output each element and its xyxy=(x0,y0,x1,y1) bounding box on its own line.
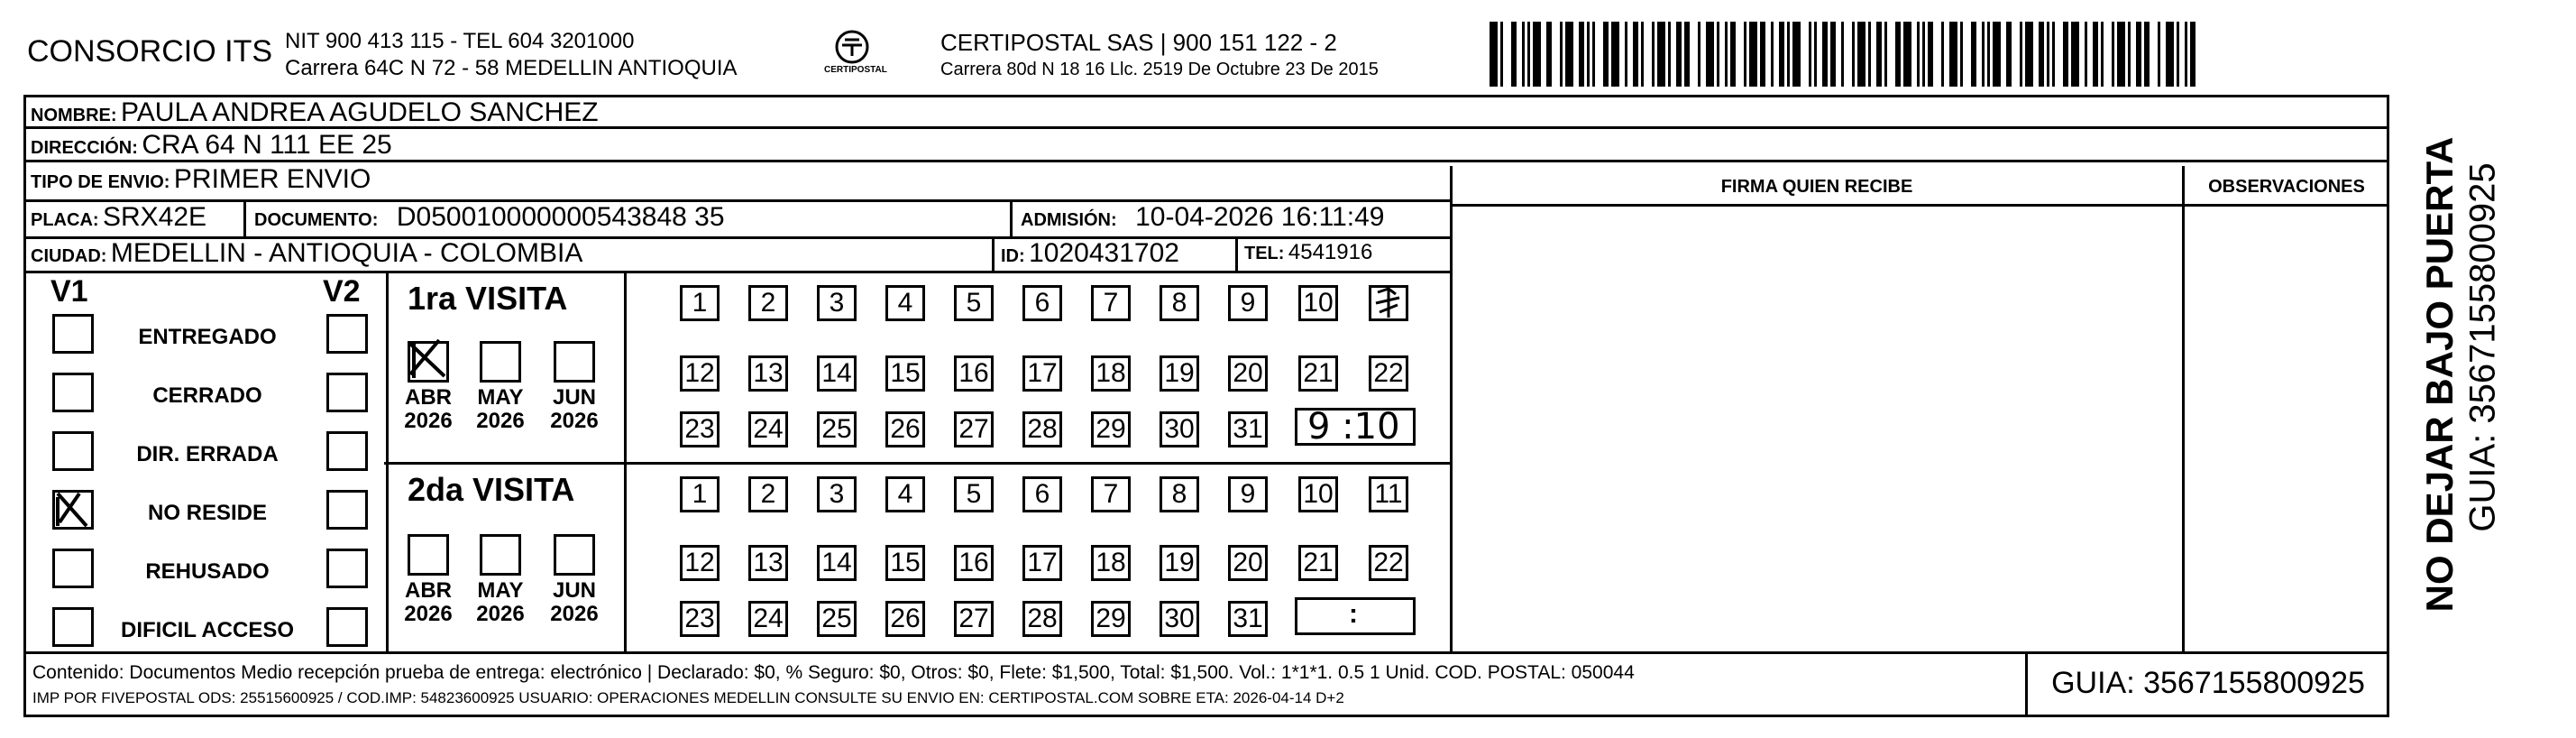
day-box[interactable]: 2 xyxy=(748,285,788,321)
visit-month-label: ABR 2026 xyxy=(404,578,453,626)
barcode-bar xyxy=(1928,22,1933,87)
tel-label: TEL: xyxy=(1244,244,1285,263)
barcode-bar xyxy=(1852,22,1855,87)
carrier-name: CERTIPOSTAL SAS | 900 151 122 - 2 xyxy=(940,29,1337,56)
barcode-bar xyxy=(1490,22,1498,87)
tel-value: 4541916 xyxy=(1288,240,1373,264)
documento-row xyxy=(254,202,725,233)
v1-checkbox[interactable] xyxy=(52,607,94,647)
barcode-bar xyxy=(1603,22,1609,87)
barcode-bar xyxy=(2071,22,2079,87)
barcode-bar xyxy=(2101,22,2104,87)
barcode-bar xyxy=(1744,22,1746,87)
visit-month-label: JUN 2026 xyxy=(550,385,599,433)
visit-month-checkbox[interactable] xyxy=(480,341,521,383)
barcode-bar xyxy=(1500,22,1503,87)
barcode-bar xyxy=(1903,22,1911,87)
firma-label: FIRMA QUIEN RECIBE xyxy=(1720,177,1913,197)
day-box[interactable]: 20 xyxy=(1228,355,1268,392)
visit-month-checkbox[interactable] xyxy=(554,534,595,576)
direccion-label: DIRECCIÓN: xyxy=(31,138,138,158)
day-box[interactable]: 13 xyxy=(748,545,788,581)
v2-checkbox[interactable] xyxy=(326,373,368,412)
day-box[interactable]: 25 xyxy=(817,411,857,447)
visit-month-checkbox[interactable] xyxy=(408,534,449,576)
day-box[interactable]: 17 xyxy=(1022,355,1062,392)
day-box[interactable]: 6 xyxy=(1022,476,1062,512)
admision-value: 10-04-2026 16:11:49 xyxy=(1135,202,1385,232)
nombre-row xyxy=(31,97,599,128)
barcode-bar xyxy=(1657,22,1665,87)
logo-text: CERTIPOSTAL xyxy=(824,65,887,75)
day-box[interactable] xyxy=(1369,285,1408,321)
barcode-bar xyxy=(1511,22,1517,87)
status-option-label: REHUSADO xyxy=(145,559,270,584)
day-box[interactable]: 10 xyxy=(1298,476,1338,512)
barcode-bar xyxy=(1922,22,1925,87)
day-box[interactable]: 3 xyxy=(817,476,857,512)
barcode-bar xyxy=(1725,22,1728,87)
barcode-bar xyxy=(1625,22,1627,87)
day-box[interactable]: 19 xyxy=(1160,355,1199,392)
barcode-bar xyxy=(2144,22,2150,87)
barcode-bar xyxy=(2177,22,2179,87)
day-box[interactable]: 3 xyxy=(817,285,857,321)
barcode-bar xyxy=(1987,22,1990,87)
visit-month-label: MAY 2026 xyxy=(476,578,525,626)
barcode-bar xyxy=(1706,22,1714,87)
day-box[interactable]: 14 xyxy=(817,355,857,392)
day-box[interactable]: 7 xyxy=(1091,476,1131,512)
barcode-bar xyxy=(2025,22,2033,87)
direccion-row xyxy=(31,130,392,161)
barcode-bar xyxy=(2158,22,2160,87)
day-box[interactable]: 31 xyxy=(1228,411,1268,447)
barcode-bar xyxy=(2117,22,2125,87)
day-box[interactable]: 28 xyxy=(1022,411,1062,447)
day-box[interactable]: 4 xyxy=(885,285,925,321)
id-label: ID: xyxy=(1001,246,1025,266)
observaciones-area[interactable] xyxy=(2186,208,2388,650)
day-box[interactable]: 2 xyxy=(748,476,788,512)
company-name: CONSORCIO ITS xyxy=(27,34,273,69)
id-value: 1020431702 xyxy=(1029,238,1179,268)
footer-content: Contenido: Documentos Medio recepción prueba de entrega: electrónico | Declarado: $0, % Seguro: $0, Otros: $0, Flete: $1,500, Total: $1,500. Vol.: 1*1*1. 0.5 1 Unid. COD. POSTAL: 050044 xyxy=(32,662,1635,683)
day-box[interactable]: 4 xyxy=(885,476,925,512)
barcode-bar xyxy=(2039,22,2044,87)
day-box[interactable]: 8 xyxy=(1160,285,1199,321)
day-box[interactable]: 18 xyxy=(1091,545,1131,581)
day-box[interactable]: 29 xyxy=(1091,601,1131,637)
tipo-label: TIPO DE ENVIO: xyxy=(31,172,170,192)
barcode-bar xyxy=(2047,22,2049,87)
barcode-bar xyxy=(1868,22,1871,87)
v2-checkbox[interactable] xyxy=(326,314,368,354)
second-visit-time-value: : xyxy=(1349,599,1358,629)
nombre-label: NOMBRE: xyxy=(31,106,117,125)
first-visit-time-value: 9 :10 xyxy=(1307,406,1400,447)
day-box[interactable]: 27 xyxy=(954,601,994,637)
day-box[interactable]: 11 xyxy=(1369,476,1408,512)
day-box[interactable]: 21 xyxy=(1298,545,1338,581)
day-box[interactable]: 20 xyxy=(1228,545,1268,581)
barcode-bar xyxy=(1760,22,1765,87)
day-box[interactable]: 7 xyxy=(1091,285,1131,321)
day-box[interactable]: 24 xyxy=(748,411,788,447)
barcode-bar xyxy=(1917,22,1920,87)
day-box[interactable]: 5 xyxy=(954,285,994,321)
barcode-bar xyxy=(1652,22,1655,87)
visit-month-label: MAY 2026 xyxy=(476,385,525,433)
ciudad-label: CIUDAD: xyxy=(31,246,107,266)
signature-area[interactable] xyxy=(1453,208,2180,650)
v2-label: V2 xyxy=(323,274,361,309)
checkmark-icon xyxy=(52,490,94,530)
id-row xyxy=(1001,238,1179,269)
documento-value: D050010000000543848 35 xyxy=(396,202,725,232)
day-box[interactable]: 30 xyxy=(1160,601,1199,637)
day-box[interactable]: 12 xyxy=(680,545,720,581)
certipostal-logo xyxy=(811,25,893,88)
observaciones-label: OBSERVACIONES xyxy=(2208,177,2365,197)
day-box[interactable]: 26 xyxy=(885,601,925,637)
barcode-bar xyxy=(2006,22,2012,87)
barcode-bar xyxy=(1792,22,1801,87)
footer-guia: GUIA: 3567155800925 xyxy=(2051,666,2365,700)
v1-label: V1 xyxy=(50,274,88,309)
visit-month-label: JUN 2026 xyxy=(550,578,599,626)
barcode-bar xyxy=(1787,22,1790,87)
barcode-bar xyxy=(2085,22,2087,87)
day-box[interactable]: 12 xyxy=(680,355,720,392)
day-box[interactable]: 29 xyxy=(1091,411,1131,447)
day-box[interactable]: 1 xyxy=(680,476,720,512)
day-box[interactable]: 24 xyxy=(748,601,788,637)
day-box[interactable]: 15 xyxy=(885,545,925,581)
placa-row xyxy=(31,202,206,233)
barcode-bar xyxy=(1982,22,1985,87)
ciudad-value: MEDELLIN - ANTIOQUIA - COLOMBIA xyxy=(110,238,583,268)
barcode-bar xyxy=(2190,22,2196,87)
day-box[interactable]: 21 xyxy=(1298,355,1338,392)
barcode-bar xyxy=(1949,22,1957,87)
v2-checkbox[interactable] xyxy=(326,549,368,588)
day-box[interactable]: 16 xyxy=(954,355,994,392)
placa-value: SRX42E xyxy=(103,202,207,232)
barcode-bar xyxy=(2112,22,2114,87)
checkmark-icon xyxy=(405,337,450,382)
day-box[interactable]: 13 xyxy=(748,355,788,392)
day-box[interactable]: 23 xyxy=(680,601,720,637)
visit-month-label: ABR 2026 xyxy=(404,385,453,433)
day-box[interactable]: 15 xyxy=(885,355,925,392)
barcode-bar xyxy=(1546,22,1552,87)
v1-checkbox[interactable] xyxy=(52,431,94,471)
v2-checkbox[interactable] xyxy=(326,490,368,530)
direccion-value: CRA 64 N 111 EE 25 xyxy=(142,130,392,160)
barcode-bar xyxy=(1565,22,1573,87)
barcode-bar xyxy=(1611,22,1619,87)
v1-checkbox[interactable] xyxy=(52,314,94,354)
day-box[interactable]: 10 xyxy=(1298,285,1338,321)
barcode xyxy=(1490,22,2215,87)
first-visit-label: 1ra VISITA xyxy=(408,280,568,317)
v2-checkbox[interactable] xyxy=(326,431,368,471)
barcode-bar xyxy=(1522,22,1525,87)
barcode-bar xyxy=(1560,22,1563,87)
placa-label: PLACA: xyxy=(31,210,99,230)
barcode-bar xyxy=(1993,22,2001,87)
barcode-bar xyxy=(1822,22,1828,87)
v1-checkbox[interactable] xyxy=(52,373,94,412)
tipo-row xyxy=(31,164,371,195)
barcode-bar xyxy=(1841,22,1844,87)
barcode-bar xyxy=(1527,22,1530,87)
status-option-label: NO RESIDE xyxy=(147,501,268,525)
barcode-bar xyxy=(1814,22,1817,87)
barcode-bar xyxy=(1971,22,1976,87)
documento-label: DOCUMENTO: xyxy=(254,210,379,230)
barcode-bar xyxy=(1668,22,1671,87)
barcode-bar xyxy=(1884,22,1887,87)
barcode-bar xyxy=(1592,22,1595,87)
carrier-address: Carrera 80d N 18 16 Llc. 2519 De Octubre 23 De 2015 xyxy=(940,60,1379,79)
status-option-label: DIFICIL ACCESO xyxy=(120,618,294,642)
status-option-label: CERRADO xyxy=(152,383,262,408)
day-box[interactable]: 31 xyxy=(1228,601,1268,637)
status-option-label: DIR. ERRADA xyxy=(136,442,279,466)
day-box[interactable]: 14 xyxy=(817,545,857,581)
tel-row xyxy=(1244,240,1372,265)
certipostal-logo-icon xyxy=(811,25,893,88)
day-box[interactable]: 17 xyxy=(1022,545,1062,581)
day-box[interactable]: 5 xyxy=(954,476,994,512)
barcode-bar xyxy=(1857,22,1866,87)
barcode-bar xyxy=(1771,22,1774,87)
barcode-bar xyxy=(1960,22,1963,87)
barcode-bar xyxy=(1809,22,1811,87)
barcode-bar xyxy=(1684,22,1690,87)
footer-imp: IMP POR FIVEPOSTAL ODS: 25515600925 / COD.IMP: 54823600925 USUARIO: OPERACIONES MEDELLIN CONSULTE SU ENVIO EN: CERTIPOSTAL.COM SOBRE ETA: 2026-04-14 D+2 xyxy=(32,689,1344,706)
day-box[interactable]: 16 xyxy=(954,545,994,581)
barcode-bar xyxy=(1641,22,1644,87)
barcode-bar xyxy=(1587,22,1590,87)
barcode-bar xyxy=(1533,22,1541,87)
day-box[interactable]: 19 xyxy=(1160,545,1199,581)
v1-checkbox[interactable] xyxy=(52,549,94,588)
visit-month-checkbox[interactable] xyxy=(480,534,521,576)
day-box[interactable]: 27 xyxy=(954,411,994,447)
day-box[interactable]: 26 xyxy=(885,411,925,447)
barcode-bar xyxy=(2052,22,2055,87)
status-option-label: ENTREGADO xyxy=(138,325,277,349)
v1-checkbox[interactable] xyxy=(52,490,94,530)
barcode-bar xyxy=(1676,22,1682,87)
company-address: Carrera 64C N 72 - 58 MEDELLIN ANTIOQUIA xyxy=(285,56,738,80)
barcode-bar xyxy=(1779,22,1784,87)
visit-month-checkbox[interactable] xyxy=(408,341,449,383)
day-box[interactable]: 23 xyxy=(680,411,720,447)
barcode-bar xyxy=(1579,22,1584,87)
side-warning: NO DEJAR BAJO PUERTA xyxy=(2418,136,2461,613)
admision-label: ADMISIÓN: xyxy=(1021,210,1117,230)
day-box[interactable]: 9 xyxy=(1228,285,1268,321)
day-box[interactable]: 22 xyxy=(1369,355,1408,392)
tipo-value: PRIMER ENVIO xyxy=(173,164,371,194)
day-box[interactable]: 1 xyxy=(680,285,720,321)
day-mark-icon xyxy=(1369,285,1408,321)
barcode-bar xyxy=(1895,22,1901,87)
day-box[interactable]: 18 xyxy=(1091,355,1131,392)
barcode-bar xyxy=(2093,22,2098,87)
barcode-bar xyxy=(1633,22,1638,87)
day-box[interactable]: 25 xyxy=(817,601,857,637)
admision-row xyxy=(1021,202,1384,233)
company-nit: NIT 900 413 115 - TEL 604 3201000 xyxy=(285,29,635,53)
day-box[interactable]: 28 xyxy=(1022,601,1062,637)
barcode-bar xyxy=(1830,22,1836,87)
side-guia: GUIA: 3567155800925 xyxy=(2462,162,2503,532)
barcode-bar xyxy=(2136,22,2141,87)
barcode-bar xyxy=(1698,22,1701,87)
barcode-bar xyxy=(2063,22,2068,87)
barcode-bar xyxy=(1717,22,1719,87)
v2-checkbox[interactable] xyxy=(326,607,368,647)
day-box[interactable]: 22 xyxy=(1369,545,1408,581)
barcode-bar xyxy=(2020,22,2022,87)
barcode-bar xyxy=(1941,22,1944,87)
day-box[interactable]: 6 xyxy=(1022,285,1062,321)
barcode-bar xyxy=(1876,22,1882,87)
day-box[interactable]: 30 xyxy=(1160,411,1199,447)
barcode-bar xyxy=(1749,22,1757,87)
barcode-bar xyxy=(2166,22,2174,87)
second-visit-label: 2da VISITA xyxy=(408,471,575,508)
nombre-value: PAULA ANDREA AGUDELO SANCHEZ xyxy=(121,97,599,127)
day-box[interactable]: 8 xyxy=(1160,476,1199,512)
visit-month-checkbox[interactable] xyxy=(554,341,595,383)
day-box[interactable]: 9 xyxy=(1228,476,1268,512)
barcode-bar xyxy=(2128,22,2131,87)
barcode-bar xyxy=(1730,22,1736,87)
barcode-bar xyxy=(2185,22,2187,87)
ciudad-row xyxy=(31,238,582,269)
